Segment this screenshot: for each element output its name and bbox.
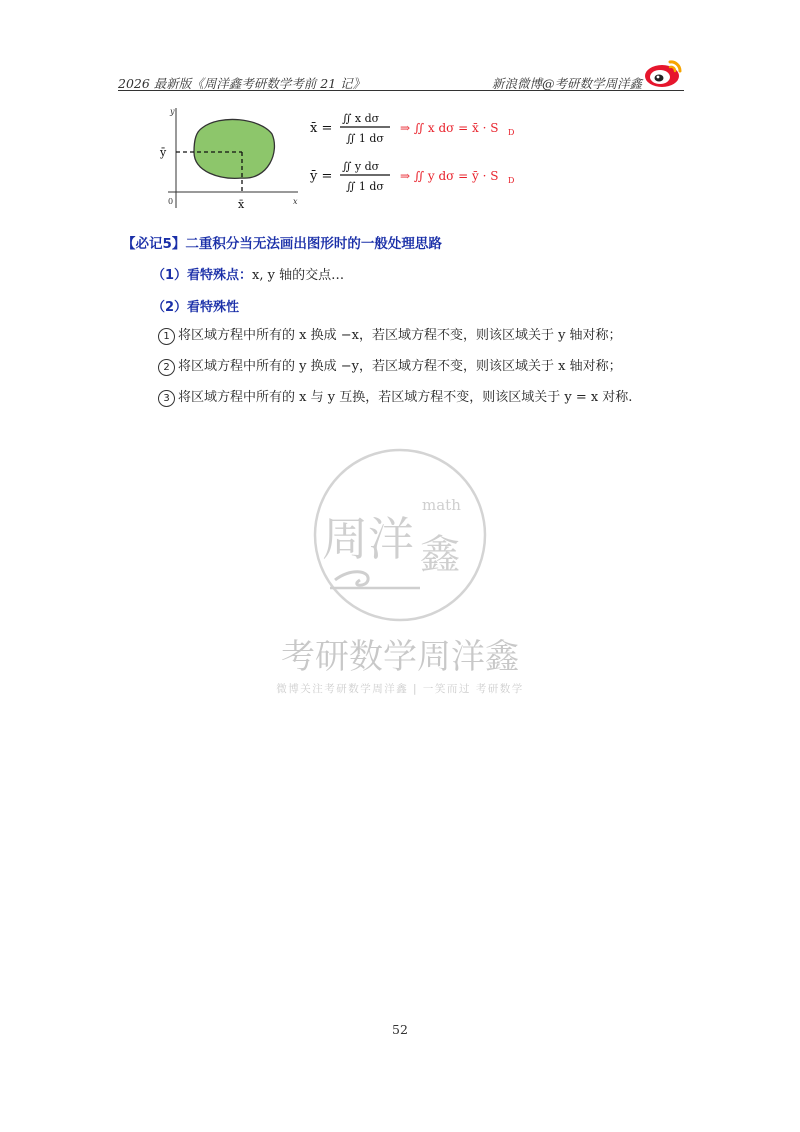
item-number: 3	[158, 390, 175, 407]
ybar-label: ȳ	[160, 146, 167, 159]
svg-text:∬ 1 dσ: ∬ 1 dσ	[346, 180, 384, 193]
watermark-xin: 鑫	[420, 532, 460, 578]
x-axis-label: x	[293, 197, 298, 206]
item-text: 将区域方程中所有的 y 换成 −y，若区域方程不变，则该区域关于 x 轴对称；	[178, 359, 622, 374]
region-d	[194, 119, 274, 178]
watermark-main: 考研数学周洋鑫	[281, 637, 519, 677]
formula-ybar	[309, 160, 514, 193]
svg-text:x̄ =: x̄ =	[310, 121, 333, 136]
watermark-chars: 周洋	[322, 512, 414, 566]
header-weibo: 新浪微博@考研数学周洋鑫	[491, 76, 642, 91]
sub-point-2	[152, 296, 239, 315]
sub-point-1-label: （1）看特殊点：	[152, 268, 253, 283]
svg-text:⇒ ∬ x dσ = x̄ · S: ⇒ ∬ x dσ = x̄ · S	[400, 121, 499, 135]
symmetry-item-2	[158, 355, 622, 376]
watermark	[250, 440, 550, 700]
y-axis-label: y	[170, 107, 175, 116]
svg-text:∬ x dσ: ∬ x dσ	[342, 112, 380, 125]
sub-point-1-text: x, y 轴的交点…	[252, 268, 345, 283]
watermark-math: math	[422, 496, 461, 514]
item-text: 将区域方程中所有的 x 与 y 互换，若区域方程不变，则该区域关于 y = x 对称.	[178, 390, 633, 405]
sub-point-2-label: （2）看特殊性	[152, 300, 240, 315]
item-number: 1	[158, 328, 175, 345]
svg-text:∬ y dσ: ∬ y dσ	[342, 160, 380, 173]
header-title: 2026 最新版《周洋鑫考研数学考前 21 记》	[118, 76, 366, 91]
section-title: 【必记5】二重积分当无法画出图形时的一般处理思路	[122, 236, 442, 252]
svg-text:D: D	[508, 176, 515, 185]
symmetry-item-3	[158, 386, 632, 407]
formula-xbar	[310, 112, 514, 145]
item-number: 2	[158, 359, 175, 376]
svg-text:D: D	[508, 128, 515, 137]
page-number: 52	[392, 1022, 408, 1037]
symmetry-item-1	[158, 324, 622, 345]
page-header	[118, 64, 684, 92]
centroid-formulas	[308, 100, 538, 215]
watermark-sub: 微博关注考研数学周洋鑫 | 一笑而过 考研数学	[276, 683, 524, 695]
centroid-figure	[150, 100, 300, 215]
weibo-logo-icon	[640, 56, 684, 90]
svg-text:ȳ =: ȳ =	[310, 169, 333, 184]
item-text: 将区域方程中所有的 x 换成 −x，若区域方程不变，则该区域关于 y 轴对称；	[178, 328, 622, 343]
svg-text:⇒ ∬ y dσ = ȳ · S: ⇒ ∬ y dσ = ȳ · S	[400, 169, 499, 183]
watermark-swirl	[335, 572, 368, 586]
sub-point-1	[152, 264, 344, 283]
xbar-label: x̄	[238, 198, 245, 211]
header-rule	[118, 90, 684, 91]
svg-text:∬ 1 dσ: ∬ 1 dσ	[346, 132, 384, 145]
origin-label: 0	[168, 197, 174, 206]
